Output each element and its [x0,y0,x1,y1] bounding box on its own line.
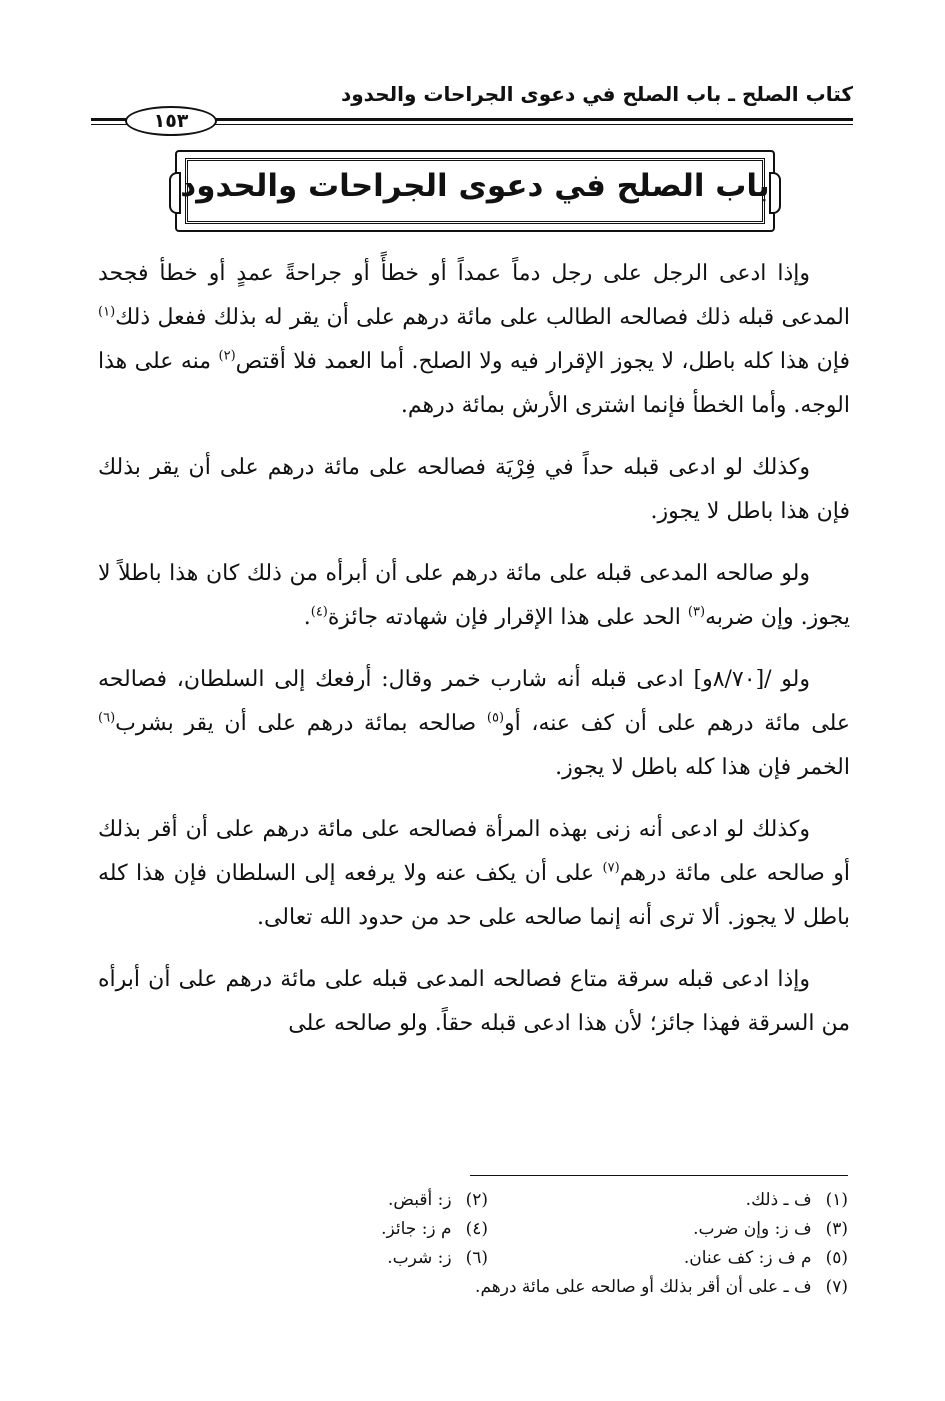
footnote-number: (٧) [825,1277,848,1297]
footnote-ref: (١) [98,304,116,320]
footnote-item [128,1215,488,1244]
text-segment: منه على هذا الوجه. وأما الخطأ فإنما اشترى الأرش بمائة درهم. [98,349,850,418]
footnote-text: ز: شرب. [387,1248,452,1268]
chapter-title: باب الصلح في دعوى الجراحات والحدود [180,168,770,204]
footnote-ref: (٧) [602,860,620,876]
footnote-row [128,1186,848,1215]
text-segment: وكذلك لو ادعى أنه زنى بهذه المرأة فصالحه على مائة درهم على أن أقر بذلك أو صالحه على مائة درهم [98,817,850,886]
footnote-number: (٥) [825,1248,848,1268]
footnote-ref: (٢) [218,348,236,364]
footnote-item [475,1273,848,1302]
footnote-item [128,1186,488,1215]
footnote-text: ز: أقبض. [388,1190,452,1210]
text-segment: الخمر فإن هذا كله باطل لا يجوز. [555,755,850,780]
footnote-number: (٦) [465,1248,488,1268]
text-segment: وإذا ادعى قبله سرقة متاع فصالحه المدعى قبله على مائة درهم على أن أبرأه من السرقة فهذا جائز؛ لأن هذا ادعى قبله حقاً. ولو صالحه على [98,967,850,1036]
paragraph-5 [98,808,850,940]
text-segment: ولو /[٨/٧٠و] ادعى قبله أنه شارب خمر وقال: أرفعك إلى السلطان، فصالحه على مائة درهم على أن كف عنه، أو [98,667,850,736]
footnote-row [128,1244,848,1273]
footnote-item [488,1186,848,1215]
running-header [83,82,853,132]
footnote-number: (٤) [465,1219,488,1239]
text-segment: صالحه بمائة درهم على أن يقر بشرب [115,711,487,736]
text-segment: ولو صالحه المدعى قبله على مائة درهم على أن أبرأه من ذلك كان هذا باطلاً لا يجوز. وإن ضربه [98,561,850,630]
footnote-row [128,1273,848,1302]
footnote-text: ف ـ ذلك. [745,1190,812,1210]
text-segment: . [303,605,311,630]
footnote-item [128,1244,488,1273]
footnote-text: ف ـ على أن أقر بذلك أو صالحه على مائة درهم. [475,1277,812,1297]
footnote-item [488,1215,848,1244]
text-segment: وإذا ادعى الرجل على رجل دماً عمداً أو خطأً أو جراحةً عمدٍ أو خطأ فجحد المدعى قبله ذلك فصالحه الطالب على مائة درهم على أن يقر له بذلك ففعل ذلك [98,261,850,330]
paragraph-1 [98,252,850,428]
footnote-ref: (٣) [687,604,706,620]
footnote-separator [470,1175,848,1176]
footnotes [128,1186,848,1302]
text-segment: وكذلك لو ادعى قبله حداً في فِرْيَة فصالحه على مائة درهم على أن يقر بذلك فإن هذا باطل لا يجوز. [98,455,850,524]
footnote-number: (٢) [465,1190,488,1210]
page-number: ١٥٣ [125,106,217,136]
text-segment: فإن هذا كله باطل، لا يجوز الإقرار فيه ولا الصلح. أما العمد فلا أقتص [235,349,850,374]
footnote-ref: (٥) [486,710,505,726]
footnote-ref: (٦) [98,710,116,726]
footnote-text: ف ز: وإن ضرب. [693,1219,812,1239]
footnote-ref: (٤) [310,604,328,620]
footnote-row [128,1215,848,1244]
text-segment: الحد على هذا الإقرار فإن شهادته جائزة [327,605,688,630]
body-text [98,252,850,1064]
paragraph-2 [98,446,850,534]
paragraph-3 [98,552,850,640]
chapter-heading-frame [175,150,775,232]
text-segment: على أن يكف عنه ولا يرفعه إلى السلطان فإن هذا كله باطل لا يجوز. ألا ترى أنه إنما صالحه على حد من حدود الله تعالى. [98,861,850,930]
paragraph-6 [98,958,850,1046]
footnote-text: م ز: جائز. [381,1219,452,1239]
footnote-text: م ف ز: كف عنان. [683,1248,812,1268]
footnote-item [488,1244,848,1273]
footnote-number: (٣) [825,1219,848,1239]
paragraph-4 [98,658,850,790]
running-title: كتاب الصلح ـ باب الصلح في دعوى الجراحات والحدود [340,82,853,106]
footnote-number: (١) [825,1190,848,1210]
